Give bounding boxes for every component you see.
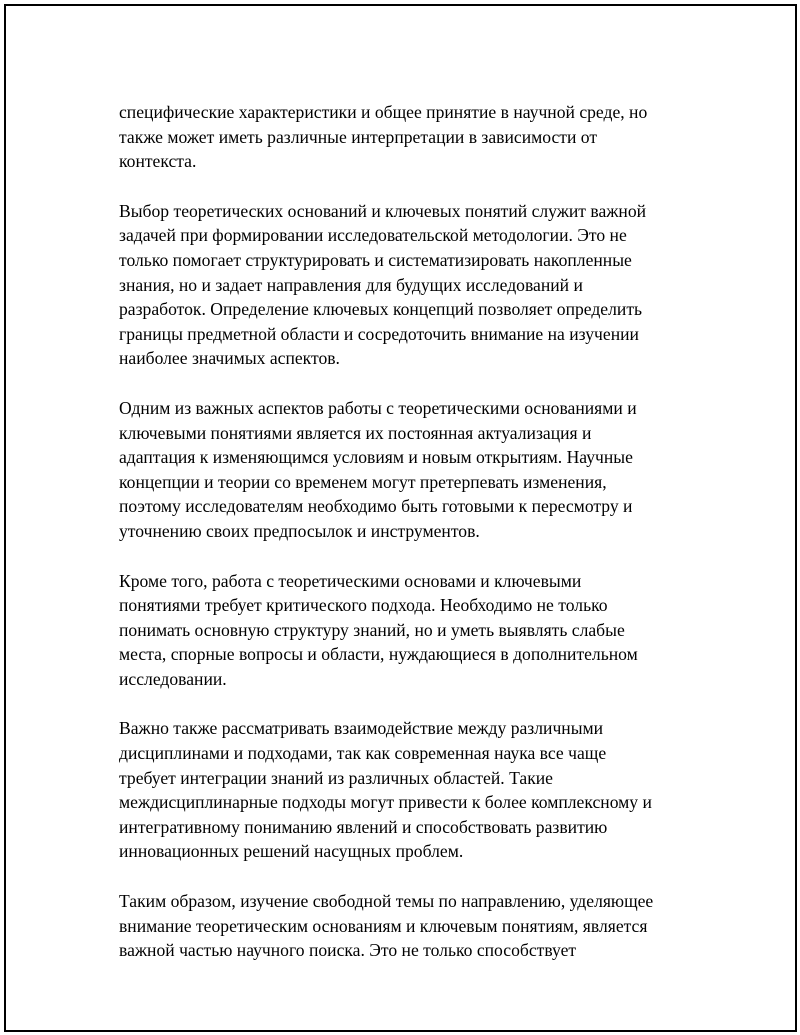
text-line: Одним из важных аспектов работы с теоретическими основаниями и: [119, 397, 637, 418]
text-line: междисциплинарные подходы могут привести к более комплексному и: [119, 792, 652, 813]
text-line: поэтому исследователям необходимо быть готовыми к пересмотру и: [119, 496, 633, 517]
text-line: специфические характеристики и общее принятие в научной среде, но: [119, 102, 648, 122]
document-page: [4, 4, 797, 1032]
text-line: понимать основную структуру знаний, но и уметь выявлять слабые: [119, 619, 625, 640]
document-body: [119, 100, 709, 988]
paragraph-3: [119, 396, 709, 544]
text-line: знания, но и задает направления для будущих исследований и: [119, 274, 583, 295]
text-line: дисциплинами и подходами, так как современная наука все чаще: [119, 743, 607, 764]
text-line: Выбор теоретических оснований и ключевых понятий служит важной: [119, 200, 647, 221]
text-line: разработок. Определение ключевых концепций позволяет определить: [119, 299, 643, 320]
text-line: Кроме того, работа с теоретическими основами и ключевыми: [119, 570, 582, 591]
paragraph-4: [119, 569, 709, 692]
text-line: инновационных решений насущных проблем.: [119, 841, 464, 862]
text-line: только помогает структурировать и систематизировать накопленные: [119, 249, 632, 270]
text-line: концепции и теории со временем могут претерпевать изменения,: [119, 471, 607, 492]
text-line: места, спорные вопросы и области, нуждающиеся в дополнительном: [119, 644, 638, 665]
text-line: требует интеграции знаний из различных областей. Такие: [119, 767, 553, 788]
text-line: Важно также рассматривать взаимодействие между различными: [119, 718, 604, 739]
text-line: ключевыми понятиями является их постоянная актуализация и: [119, 422, 592, 443]
text-line: задачей при формировании исследовательской методологии. Это не: [119, 225, 627, 246]
paragraph-2: [119, 199, 709, 371]
text-line: наиболее значимых аспектов.: [119, 348, 340, 369]
text-line: уточнению своих предпосылок и инструментов.: [119, 520, 480, 541]
text-line: понятиями требует критического подхода. Необходимо не только: [119, 595, 608, 616]
text-line: границы предметной области и сосредоточить внимание на изучении: [119, 323, 639, 344]
paragraph-1: [119, 100, 709, 174]
text-line: внимание теоретическим основаниям и ключевым понятиям, является: [119, 915, 648, 936]
text-line: интегративному пониманию явлений и способствовать развитию: [119, 816, 608, 837]
text-line: адаптация к изменяющимся условиям и новым открытиям. Научные: [119, 447, 633, 468]
paragraph-5: [119, 716, 709, 864]
text-line: также может иметь различные интерпретации в зависимости от: [119, 126, 598, 147]
text-line: контекста.: [119, 151, 197, 172]
text-line: Таким образом, изучение свободной темы по направлению, уделяющее: [119, 891, 654, 912]
paragraph-6: [119, 889, 709, 963]
text-line: важной частью научного поиска. Это не только способствует: [119, 940, 577, 961]
text-line: исследовании.: [119, 668, 227, 689]
